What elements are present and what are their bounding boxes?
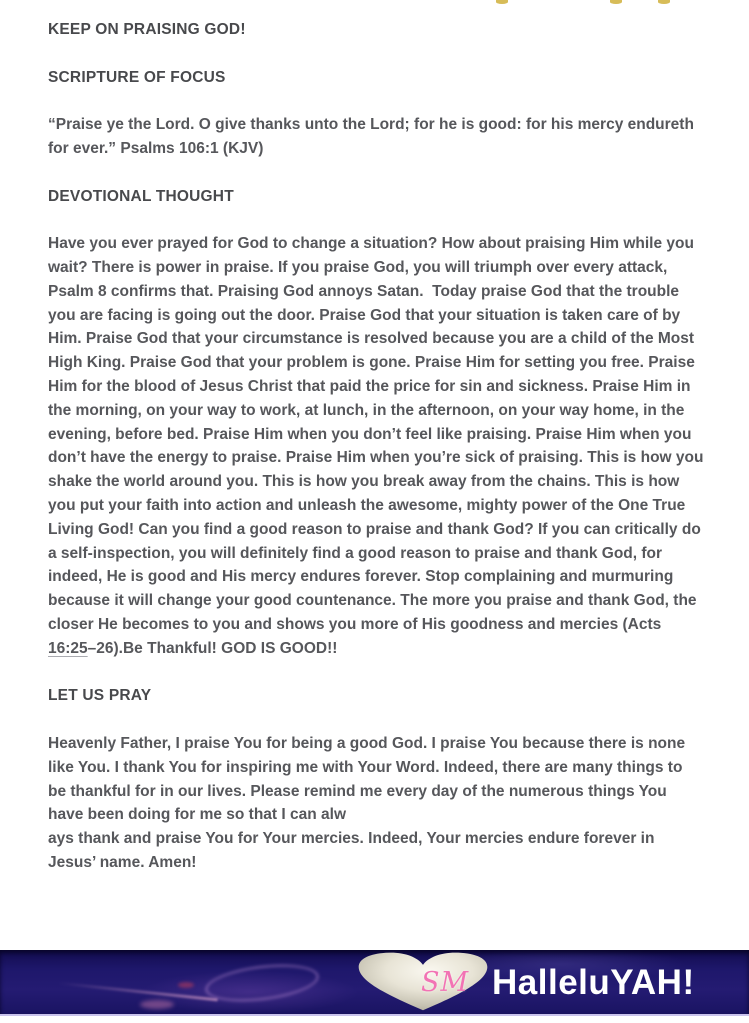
prayer-heading: LET US PRAY [48,687,152,705]
brand-text: HalleluYAH! [492,963,695,1002]
stage-light-glow-icon [140,1000,174,1009]
devotional-heading: DEVOTIONAL THOUGHT [48,187,234,205]
monogram-text: SM [421,967,470,998]
prayer-text-part1: Heavenly Father, I praise You for being a good God. I praise You because there is none like You. I thank You for inspiring me with Your Word. Indeed, there are many things to be thankful for in our lives. Please remind me every day of the numerous things You have been doing for me so that I can alw [48,734,690,824]
devotional-text-after-link: –26).Be Thankful! GOD IS GOOD!! [87,639,338,657]
halleluyah-banner [0,950,749,1016]
devotional-paragraph [48,232,708,660]
prayer-text-part2: ays thank and praise You for Your mercies. Indeed, Your mercies endure forever in Jesus’ name. Amen! [48,830,659,871]
devotional-content [48,0,708,898]
scripture-reference-link[interactable]: 16:25 [48,639,88,657]
microphone-head-reflection-icon [203,959,320,1007]
scripture-quote: “Praise ye the Lord. O give thanks unto the Lord; for he is good: for his mercy endureth for ever.” Psalms 106:1 (KJV) [48,116,699,157]
scripture-heading: SCRIPTURE OF FOCUS [48,68,226,86]
prayer-paragraph [48,732,704,875]
page-title: KEEP ON PRAISING GOD! [48,21,246,38]
devotional-text-before-link: Have you ever prayed for God to change a situation? How about praising Him while you wait? There is power in praise. If you praise God, you will triumph over every attack, Psalm 8 confirms that. Praising God annoys Satan. Today praise God that the trouble you are facing is going out the door. Praise God that your situation is taken care of by Him. Praise God that your circumstance is resolved because you are a child of the Most High King. Praise God that your problem is gone. Praise Him for setting you free. Praise Him for the blood of Jesus Christ that paid the price for sin and sickness. Praise Him in the morning, on your way to work, at lunch, in the afternoon, on your way home, in the evening, before bed. Praise Him when you don’t feel like praising. Praise Him when you don’t have the energy to praise. Praise Him when you’re sick of praising. This is how you shake the world around you. This is how you break away from the chains. This is how you put your faith into action and unleash the awesome, mighty power of the One True Living God! Can you find a good reason to praise and thank God? If you can critically do a self-inspection, you will definitely find a good reason to praise and thank God, for indeed, He is good and His mercy endures forever. Stop complaining and murmuring because it will change your good countenance. The more you praise and thank God, the closer He becomes to you and shows you more of His goodness and mercies (Acts [48,235,708,633]
stage-light-dot-icon [178,982,194,988]
